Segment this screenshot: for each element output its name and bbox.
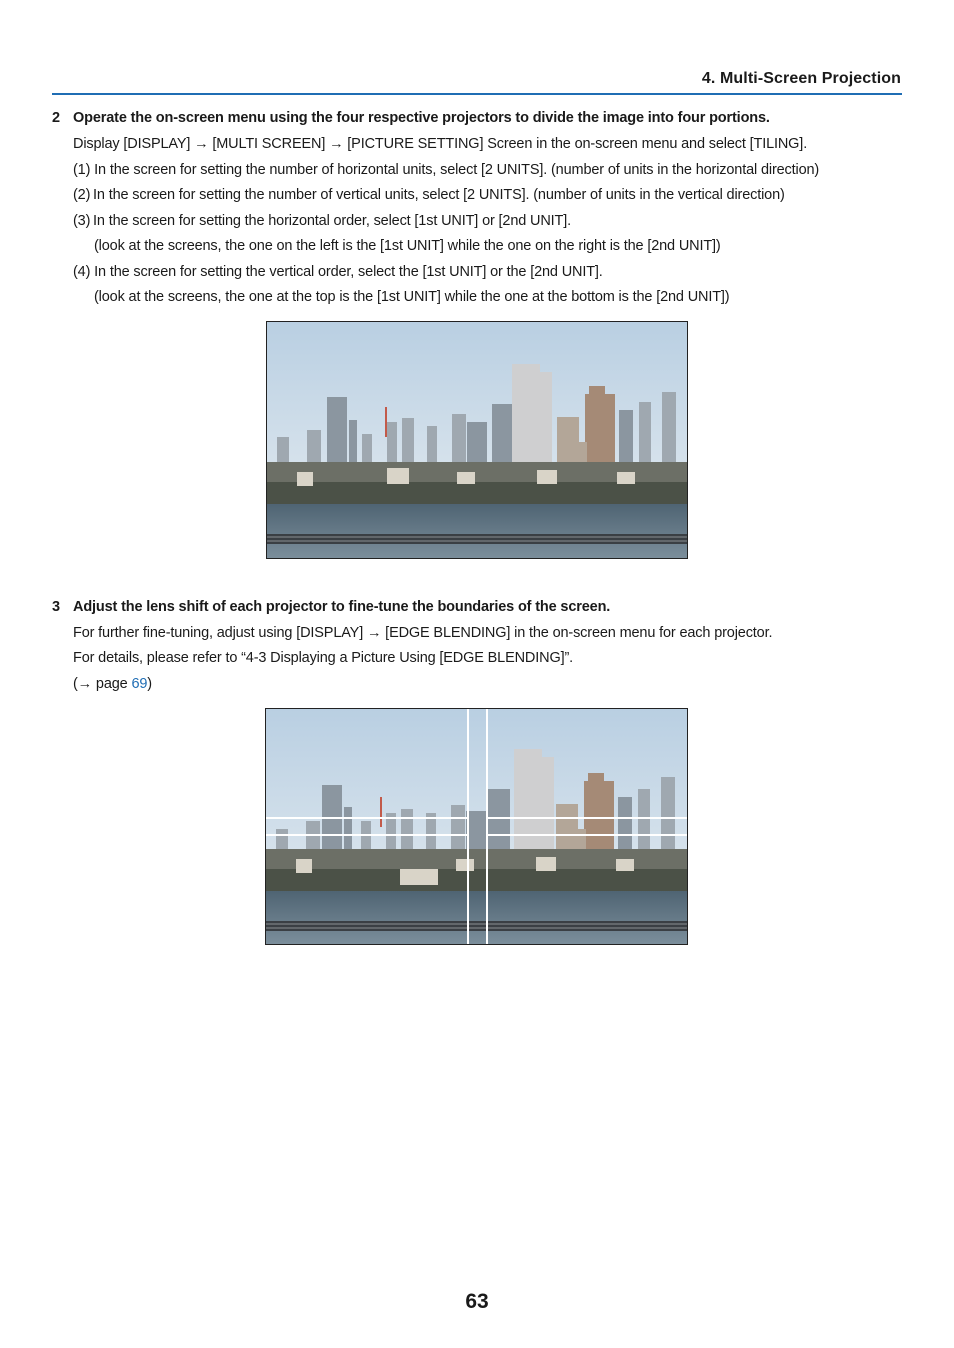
step-text: (3) In the screen for setting the horizontal order, select [1st UNIT] or [2nd UNIT]. [73,213,572,229]
step-text: (4) In the screen for setting the vertical order, select the [1st UNIT] or the [2nd UNIT]. [73,264,603,280]
step-text: (look at the screens, the one on the left is the [1st UNIT] while the one on the right is the [2nd UNIT]) [94,238,721,254]
step-text: For further fine-tuning, adjust using [DISPLAY] → [EDGE BLENDING] in the on-screen menu for each projector. [73,625,773,641]
page-reference-suffix: ) [147,676,152,692]
header-rule [52,93,902,95]
step-heading: Operate the on-screen menu using the four respective projectors to divide the image into four portions. [73,110,770,126]
step-heading: Adjust the lens shift of each projector to fine-tune the boundaries of the screen. [73,599,611,615]
tiled-city-skyline-photo [265,708,688,945]
page-link[interactable]: 69 [131,676,148,692]
city-skyline-photo [266,321,688,559]
step-text: (2) In the screen for setting the number of vertical units, select [2 UNITS]. (number of units in the vertical direction) [73,187,785,203]
step-number: 2 [52,110,61,126]
step-number: 3 [52,599,61,615]
page-reference-prefix: (→ page [73,676,132,692]
section-title: 4. Multi-Screen Projection [701,70,901,87]
step-text: For details, please refer to “4-3 Displaying a Picture Using [EDGE BLENDING]”. [73,650,574,666]
step-text: (look at the screens, the one at the top is the [1st UNIT] while the one at the bottom is the [2nd UNIT]) [94,289,730,305]
step-text: (1) In the screen for setting the number of horizontal units, select [2 UNITS]. (number of units in the horizontal direction) [73,162,820,178]
page-reference [73,676,152,692]
page-number: 63 [465,1290,489,1313]
step-text: Display [DISPLAY] → [MULTI SCREEN] → [PICTURE SETTING] Screen in the on-screen menu and select [TILING]. [73,136,808,152]
